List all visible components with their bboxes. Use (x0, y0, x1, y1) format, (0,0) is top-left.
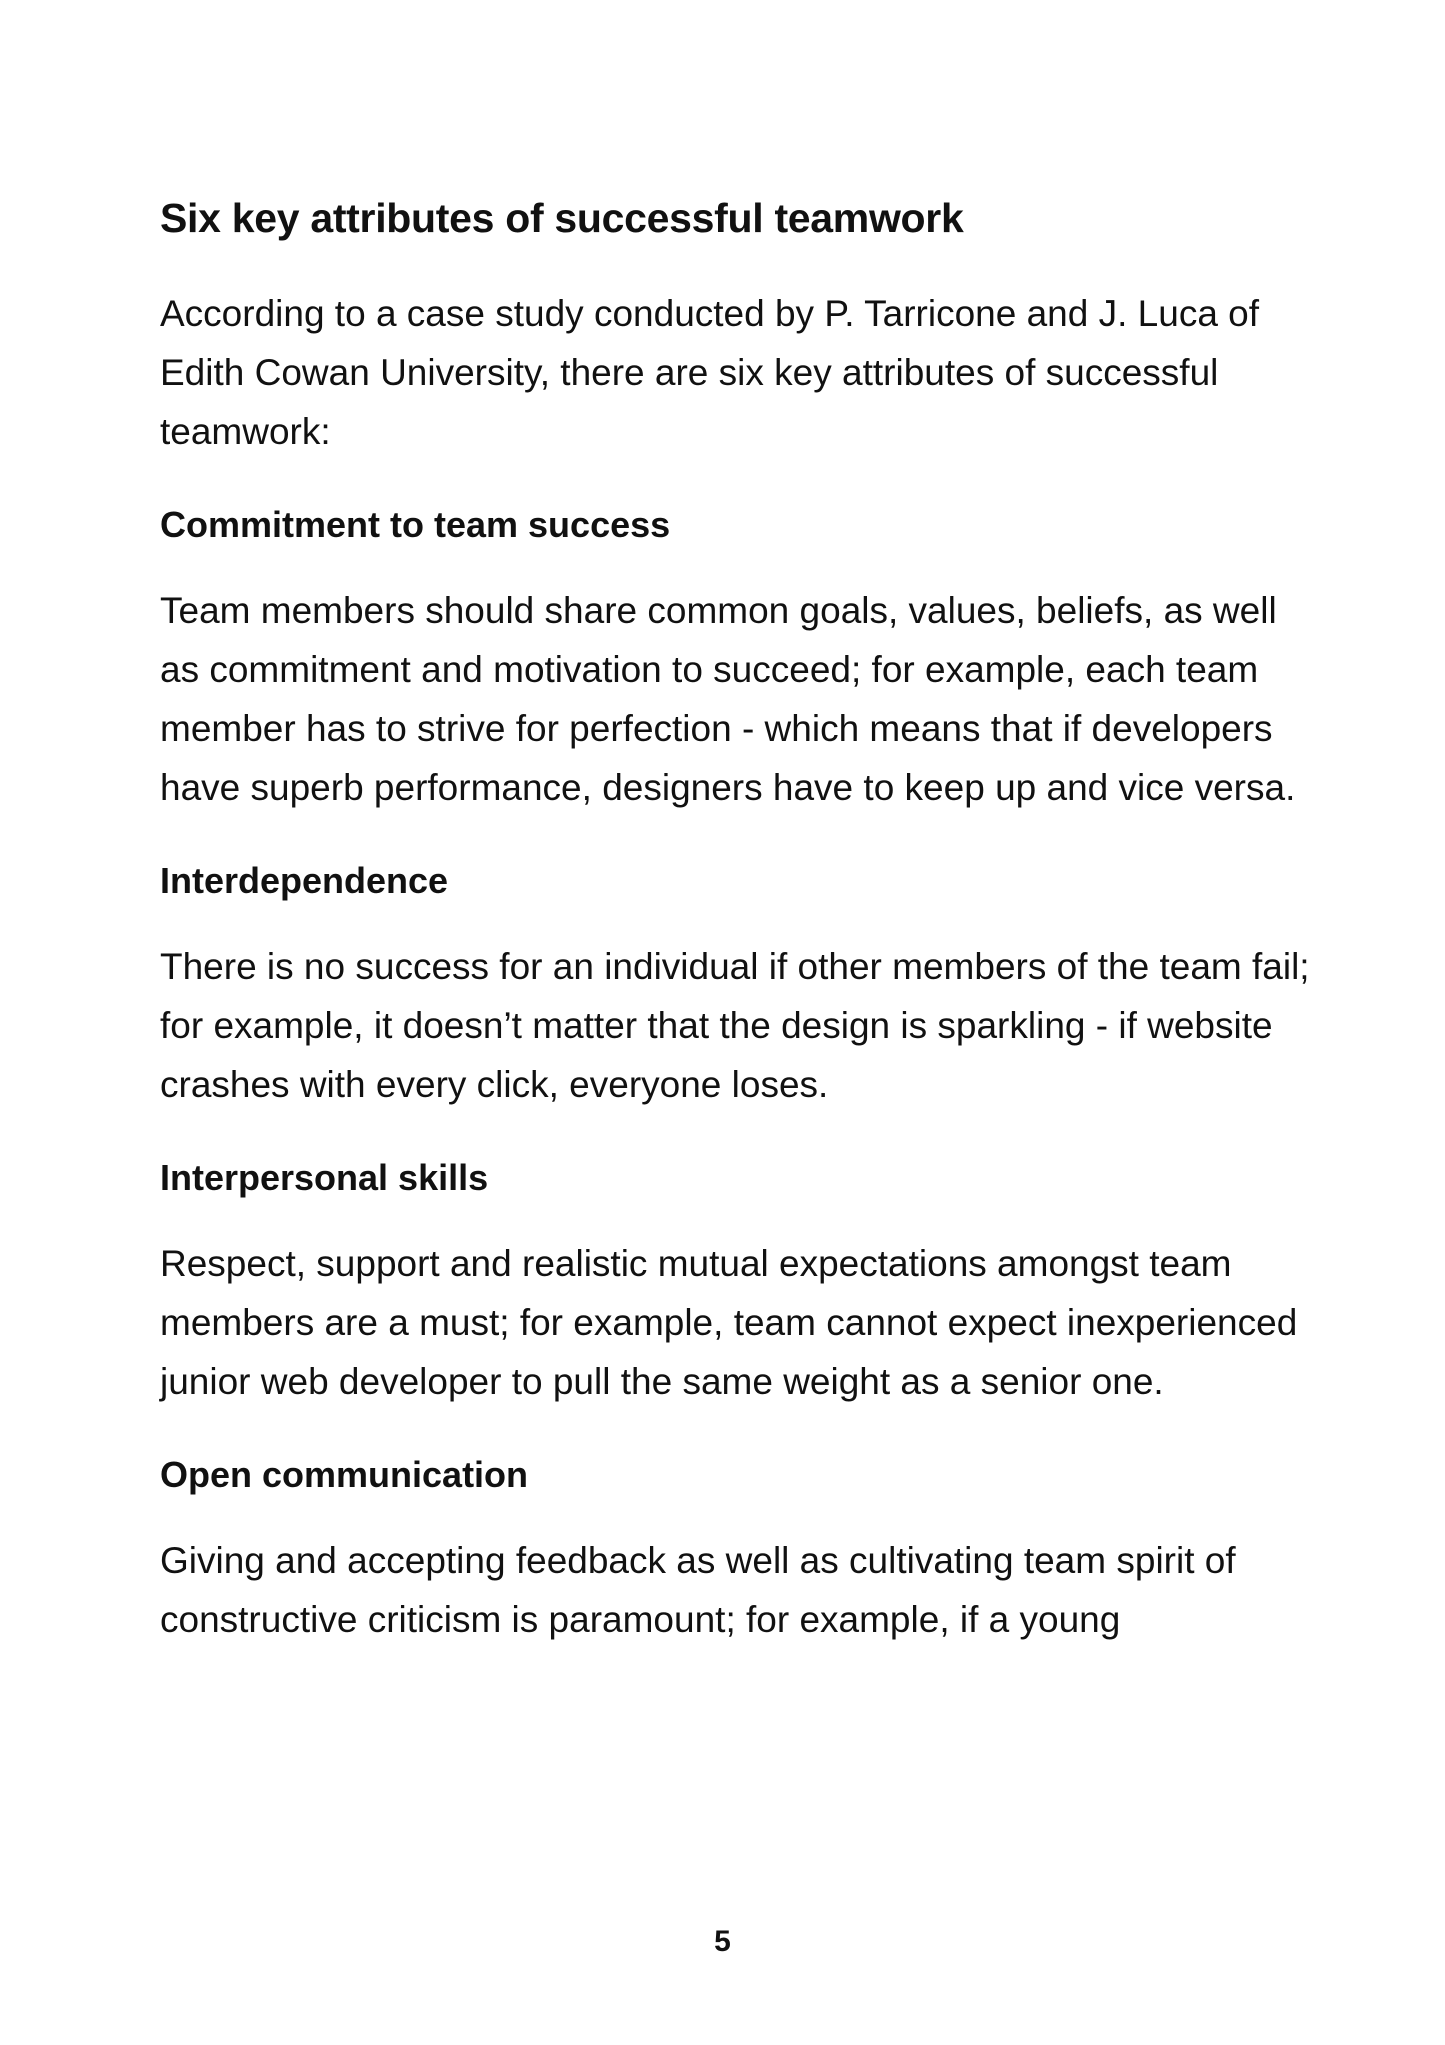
page-content (160, 190, 1310, 1687)
section-heading-interpersonal-skills: Interpersonal skills (160, 1157, 489, 1198)
section-heading-open-communication: Open communication (160, 1454, 529, 1495)
section-heading-commitment: Commitment to team success (160, 504, 671, 545)
section-body-commitment: Team members should share common goals, values, beliefs, as well as commitment and motivation to succeed; for example, each team member has to strive for perfection - which means that if developers have superb performance, designers have to keep up and vice versa. (160, 590, 1296, 808)
page-number: 5 (714, 1925, 731, 1958)
section-body-open-communication: Giving and accepting feedback as well as cultivating team spirit of constructive criticism is paramount; for example, if a young (160, 1540, 1236, 1640)
intro-paragraph: According to a case study conducted by P. Tarricone and J. Luca of Edith Cowan University, there are six key attributes of successful teamwork: (160, 293, 1260, 452)
page-title: Six key attributes of successful teamwork (160, 195, 964, 241)
section-heading-interdependence: Interdependence (160, 860, 449, 901)
section-body-interdependence: There is no success for an individual if other members of the team fail; for example, it doesn’t matter that the design is sparkling - if website crashes with every click, everyone loses. (160, 946, 1310, 1105)
section-body-interpersonal-skills: Respect, support and realistic mutual expectations amongst team members are a must; for example, team cannot expect inexperienced junior web developer to pull the same weight as a senior one. (160, 1243, 1298, 1402)
